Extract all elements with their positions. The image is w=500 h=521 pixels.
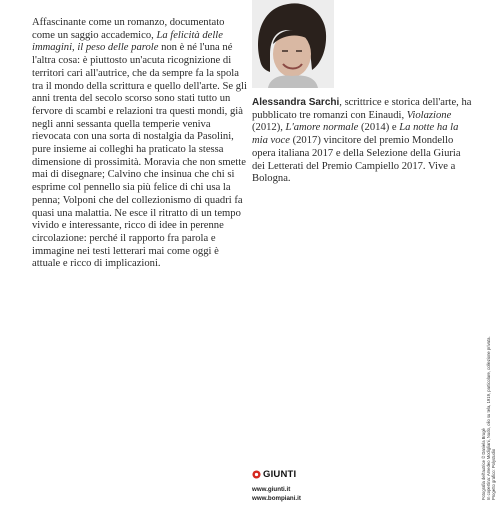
author-bio bbox=[252, 97, 474, 186]
book-title-notte-voce: La notte ha la mia voce bbox=[252, 122, 459, 147]
author-photo bbox=[252, 0, 334, 88]
blurb-text-body: non è né l'una né l'altra cosa: è piuttosto un'acuta ricognizione di territori cari all'autrice, che da sempre fa la spola tra il mondo della scrittura e quello dell'arte. Se gli anni trenta del secolo scorso sono stati tutto un fervore di scambi e relazioni tra questi mondi, già negli anni sessanta quella temperie veniva rievocata con una sorta di nostalgia da Pasolini, pure insieme ai colleghi ha praticato la stessa dimensione di prossimità. Moravia che non smette mai di disegnare; Calvino che insinua che chi si esprime col pennello sia più felice di chi usa la penna; Volponi che del collezionismo di quadri fa quasi una malattia. Ne esce il ritratto di un tempo vivido e interessante, ricco di idee in perenne circolazione: perché il rapporto fra parola e immagine nei testi letterari mai come oggi è attuale e ricco di implicazioni. bbox=[32, 42, 247, 270]
author-portrait-image bbox=[252, 0, 334, 88]
blurb-paragraph bbox=[32, 17, 247, 271]
image-credits bbox=[481, 336, 498, 500]
book-title-amore-normale: L'amore normale bbox=[285, 122, 359, 134]
publisher-name: GIUNTI bbox=[263, 468, 297, 480]
book-title-italic: La felicità delle immagini, il peso delle parole bbox=[32, 29, 223, 54]
author-bio-text: , scrittrice e storica dell'arte, ha pubblicato tre romanzi con Einaudi, bbox=[252, 97, 472, 121]
credit-design: Progetto grafico: Polystudio bbox=[490, 448, 496, 500]
author-name: Alessandra Sarchi bbox=[252, 97, 340, 108]
author-bio-paragraph bbox=[252, 97, 474, 186]
publisher-logo bbox=[252, 468, 296, 480]
book-title-violazione: Violazione bbox=[406, 109, 452, 121]
back-cover-blurb bbox=[32, 17, 247, 271]
publisher-urls bbox=[252, 485, 301, 503]
giunti-logo-icon bbox=[252, 470, 261, 479]
credit-photo: Fotografia dell'autrice © Daniela Brugè bbox=[481, 428, 486, 500]
url-bompiani: www.bompiani.it bbox=[252, 495, 301, 502]
author-bio-text: (2014) e bbox=[358, 122, 400, 134]
blurb-text-intro: Affascinante come un romanzo, documentato come un saggio accademico, bbox=[32, 17, 225, 41]
author-bio-text: (2012), bbox=[252, 122, 286, 134]
author-bio-text: (2017) vincitore del premio Mondello opera italiana 2017 e della Selezione della Giuria dei Letterati del Premio Campiello 2017. Vive a Bologna. bbox=[252, 135, 461, 185]
credit-cover: In copertina: Amedeo Modigliani, Nudo, olio su tela, 1919, particolare, collezione privata. bbox=[485, 336, 491, 500]
url-giunti: www.giunti.it bbox=[252, 486, 291, 493]
